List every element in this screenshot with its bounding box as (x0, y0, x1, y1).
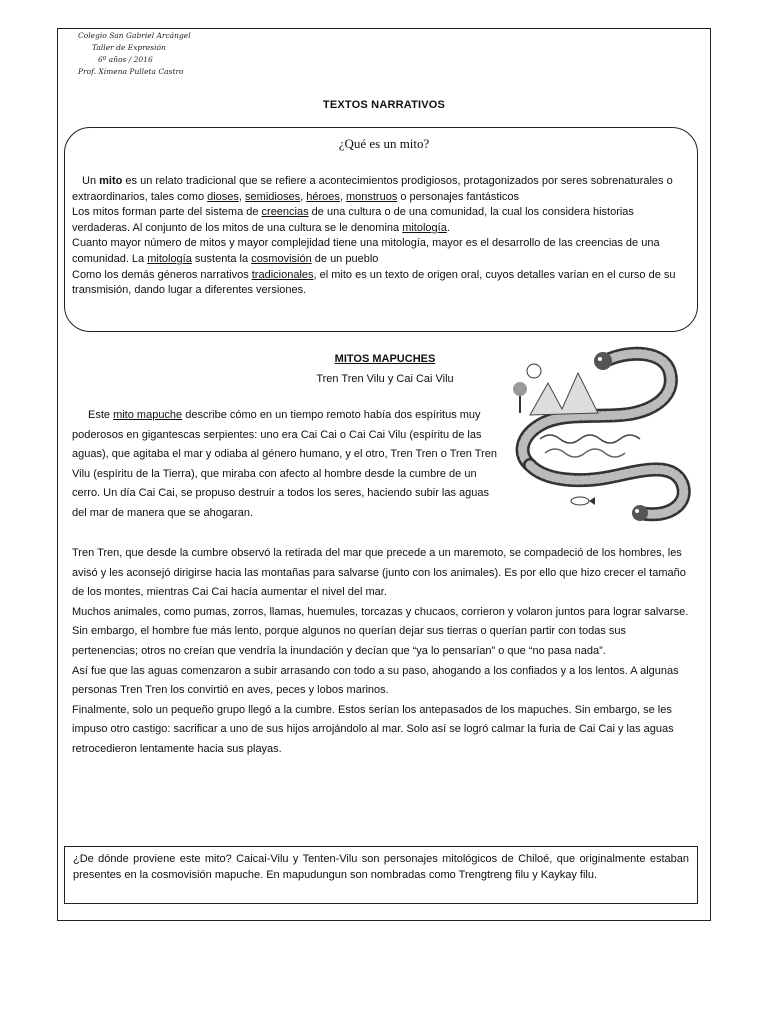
header-block (78, 30, 191, 78)
definition-paragraph: Los mitos forman parte del sistema de creencias de una cultura o de una comunidad, la cual los considera historias verdaderas. Al conjunto de los mitos de una cultura se le denomina mitología. (72, 206, 634, 234)
serpent-illustration-icon (500, 343, 700, 525)
link-heroes: héroes (306, 190, 340, 203)
definition-paragraph: Como los demás géneros narrativos tradicionales, el mito es un texto de origen oral, cuyos detalles varían en el curso de su transmisión, dando lugar a diferentes versiones. (72, 268, 676, 297)
school-name: Colegio San Gabriel Arcángel (78, 31, 191, 40)
section-subtitle: Tren Tren Vilu y Cai Cai Vilu (316, 373, 454, 385)
link-mitologia-2: mitología (147, 252, 192, 265)
story-paragraph: Tren Tren, que desde la cumbre observó la retirada del mar que precede a un maremoto, se compadeció de los hombres, les avisó y les aconsejó dirigirse hacia las montañas para salvarse (junto con los animales). Es por ello que hizo crecer el tamaño de los montes, mientras Cai Cai hacía aumentar el nivel del mar. (72, 547, 686, 599)
story-paragraph: Así fue que las aguas comenzaron a subir arrasando con todo a su paso, ahogando a los confiados y a los lentos. A algunas personas Tren Tren los convirtió en aves, peces y lobos marinos. (72, 664, 679, 697)
grade-year: 6º años / 2016 (98, 55, 153, 64)
link-creencias: creencias (261, 206, 309, 219)
definition-heading: ¿Qué es un mito? (338, 136, 430, 151)
definition-paragraph: Un mito es un relato tradicional que se refiere a acontecimientos prodigiosos, protagonizados por seres sobrenaturales o extraordinarios, tales como dioses, semidioses, héroes, monstruos o personajes fantásticos (72, 175, 673, 203)
story-paragraph: Muchos animales, como pumas, zorros, llamas, huemules, torcazas y chucaos, corrieron y volaron juntos para lograr salvarse. Sin embargo, el hombre fue más lento, porque algunos no querían dejar sus tierras o querían partir con todas sus pertenencias; otros no creían que vendría la inundación y decían que “ya lo pensarían” o que “no pasa nada”. (72, 605, 689, 657)
section-title: MITOS MAPUCHES (334, 353, 436, 365)
link-monstruos: monstruos (345, 190, 398, 203)
document-title: TEXTOS NARRATIVOS (322, 99, 446, 111)
definition-paragraph: Cuanto mayor número de mitos y mayor complejidad tiene una mitología, mayor es el desarrollo de las creencias de una comunidad. La mitología sustenta la cosmovisión de un pueblo (72, 237, 660, 265)
term-mito: mito (99, 175, 123, 187)
story-body (72, 544, 694, 760)
link-mitologia: mitología (402, 221, 447, 234)
story-paragraph: Finalmente, solo un pequeño grupo llegó a la cumbre. Estos serían los antepasados de los mapuches. Sin embargo, se les impuso otro castigo: sacrificar a uno de sus hijos arrojándolo al mar. Solo así se logró calmar la furia de Cai Cai y las aguas retrocedieron lentamente hacia sus playas. (72, 703, 674, 755)
link-mito-mapuche: mito mapuche (113, 409, 183, 421)
link-dioses: dioses (207, 190, 239, 203)
definition-text (72, 174, 692, 299)
origin-note-box: ¿De dónde proviene este mito? Caicai-Vilu y Tenten-Vilu son personajes mitológicos de Chiloé, que originalmente estaban presentes en la cosmovisión mapuche. En mapudungun son nombradas como Trengtreng filu y Kaykay filu. (64, 846, 698, 904)
workshop-name: Taller de Expresión (92, 43, 166, 52)
story-paragraph: Este mito mapuche describe cómo en un tiempo remoto había dos espíritus muy poderosos en gigantescas serpientes: uno era Cai Cai o Cai Cai Vilu (espíritu de las aguas), que agitaba el mar y odiaba al género humano, y el otro, Tren Tren o Tren Tren Vilu (espíritu de la Tierra), que miraba con afecto al hombre desde la cumbre de un cerro. Un día Cai Cai, se propuso destruir a todos los seres, haciendo subir las aguas del mar de manera que se ahogaran. (72, 409, 497, 519)
link-semidioses: semidioses (245, 190, 301, 203)
story-intro (72, 406, 497, 524)
teacher-name: Prof. Ximena Pulleta Castro (78, 67, 184, 76)
link-cosmovision: cosmovisión (251, 252, 312, 265)
link-tradicionales: tradicionales (251, 268, 314, 281)
